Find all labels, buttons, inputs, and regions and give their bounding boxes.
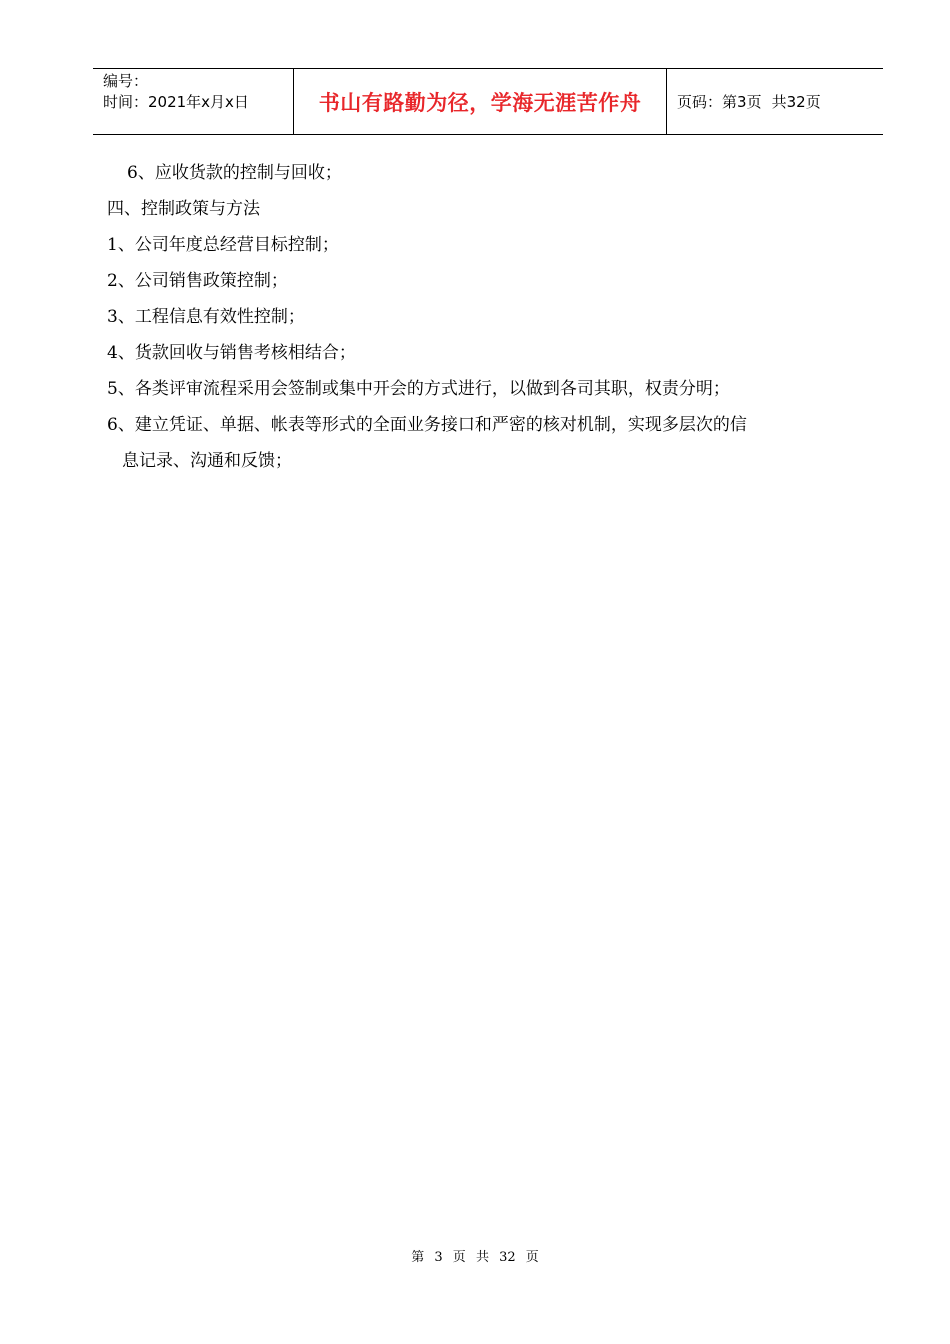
footer-current-page: 3: [434, 1250, 443, 1265]
document-time-label: 时间：2021年x月x日: [103, 93, 249, 111]
footer-word: 共: [475, 1250, 489, 1265]
document-number-label: 编号：: [103, 72, 149, 90]
header-meta-cell: [93, 69, 294, 134]
header-motto: 书山有路勤为径，学海无涯苦作舟: [318, 90, 642, 115]
page-header: [93, 68, 883, 135]
header-page-mid: 页: [746, 93, 762, 111]
header-page-suffix: 页: [805, 93, 821, 111]
section-heading: 四、控制政策与方法: [107, 199, 260, 219]
body-line: 4、货款回收与销售考核相结合；: [107, 343, 356, 363]
body-line: 6、建立凭证、单据、帐表等形式的全面业务接口和严密的核对机制，实现多层次的信: [107, 415, 747, 435]
page-footer: [0, 1246, 950, 1265]
footer-total-pages: 32: [499, 1250, 516, 1265]
footer-word: 页: [452, 1250, 466, 1265]
header-page-cell: [667, 69, 883, 134]
footer-word: 页: [525, 1250, 539, 1265]
body-line: 2、公司销售政策控制；: [107, 271, 288, 291]
footer-word: 第: [411, 1250, 425, 1265]
header-page-current: 3: [737, 92, 747, 111]
body-line: 3、工程信息有效性控制；: [107, 307, 305, 327]
header-page-total-prefix: 共: [771, 93, 787, 111]
document-body: [107, 155, 867, 479]
body-line: 6、应收货款的控制与回收；: [127, 163, 342, 183]
header-motto-cell: [294, 69, 667, 134]
body-line: 1、公司年度总经营目标控制；: [107, 235, 339, 255]
body-line: 5、各类评审流程采用会签制或集中开会的方式进行，以做到各司其职，权责分明；: [107, 379, 730, 399]
header-page-prefix: 页码：第: [677, 93, 738, 111]
header-page-total: 32: [786, 92, 806, 111]
body-line-continuation: 息记录、沟通和反馈；: [122, 451, 292, 471]
